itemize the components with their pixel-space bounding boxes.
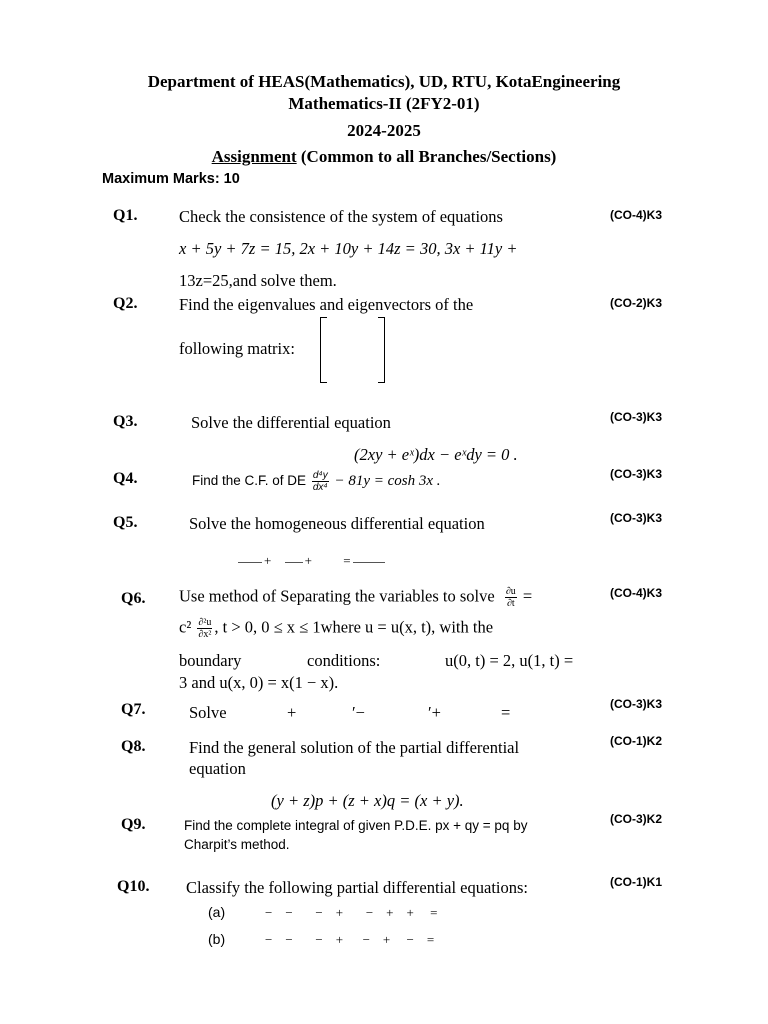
q5-co: (CO-3)K3 xyxy=(610,511,663,525)
assignment-word: Assignment xyxy=(211,147,297,166)
q4-frac-num: d⁴y xyxy=(312,470,328,481)
q6-frac1-den: ∂t xyxy=(506,598,515,609)
q10-a-equation: − − − + − + + = xyxy=(265,905,438,920)
q7-equals: = xyxy=(501,703,511,722)
q6-frac1-num: ∂u xyxy=(505,586,516,597)
q6-c2: c² xyxy=(179,617,192,637)
q3-number: Q3. xyxy=(113,413,138,430)
q9-text-line1: Find the complete integral of given P.D.E. px + qy = pq by xyxy=(184,818,528,833)
q1-number: Q1. xyxy=(113,207,138,224)
q8-text-line1: Find the general solution of the partial differential xyxy=(189,738,520,757)
q3-text-line1: Solve the differential equation xyxy=(191,413,391,432)
q6-equals: = xyxy=(522,586,533,606)
q9-number: Q9. xyxy=(121,816,146,833)
q9-co: (CO-3)K2 xyxy=(610,812,663,826)
q6-line3-c: u(0, t) = 2, u(1, t) = xyxy=(445,651,574,670)
q6-line1 xyxy=(179,586,532,609)
q6-number: Q6. xyxy=(121,590,146,607)
q6-line3-b: conditions: xyxy=(307,651,381,670)
q1-text-line1: Check the consistence of the system of equations xyxy=(179,207,503,226)
q6-frac1 xyxy=(505,586,517,609)
q5-plus-1: + xyxy=(264,553,272,568)
header-line1: Department of HEAS(Mathematics), UD, RTU, KotaEngineering xyxy=(147,72,621,91)
q7-co: (CO-3)K3 xyxy=(610,697,663,711)
q10-a-label: (a) xyxy=(208,904,226,920)
q6-line3-a: boundary xyxy=(179,651,242,670)
q4-frac-den: dx⁴ xyxy=(312,482,328,493)
matrix-right-bracket xyxy=(378,317,385,383)
q6-frac2-den: ∂x² xyxy=(198,629,212,640)
q7-prime-minus: ′− xyxy=(352,703,365,722)
q4-pre: Find the C.F. of DE xyxy=(192,473,307,489)
q5-blank-3 xyxy=(353,562,385,563)
q5-equals: = xyxy=(343,553,351,568)
q7-number: Q7. xyxy=(121,701,146,718)
q2-number: Q2. xyxy=(113,295,138,312)
q8-co: (CO-1)K2 xyxy=(610,734,663,748)
q6-frac2-num: ∂²u xyxy=(198,617,212,628)
q6-line2 xyxy=(179,617,493,640)
q5-number: Q5. xyxy=(113,514,138,531)
q4-post: − 81y = cosh 3x . xyxy=(334,473,441,490)
q7-plus: + xyxy=(287,703,297,722)
q3-equation: (2xy + eˣ)dx − eˣdy = 0 . xyxy=(354,445,518,464)
q8-text-line2: equation xyxy=(189,759,246,778)
q4-fraction xyxy=(312,470,329,493)
q1-co: (CO-4)K3 xyxy=(610,208,663,222)
q5-blank-1 xyxy=(238,562,262,563)
assignment-subtitle: (Common to all Branches/Sections) xyxy=(296,147,557,166)
q2-text-line1: Find the eigenvalues and eigenvectors of the xyxy=(179,295,474,314)
max-marks: Maximum Marks: 10 xyxy=(102,171,240,187)
q5-equation xyxy=(236,553,387,569)
q4-text xyxy=(192,470,441,493)
q7-prime-plus: ′+ xyxy=(428,703,441,722)
q2-co: (CO-2)K3 xyxy=(610,296,663,310)
q8-number: Q8. xyxy=(121,738,146,755)
q5-text-line1: Solve the homogeneous differential equation xyxy=(189,514,485,533)
q6-line4: 3 and u(x, 0) = x(1 − x). xyxy=(179,673,339,692)
matrix-left-bracket xyxy=(320,317,327,383)
q8-equation: (y + z)p + (z + x)q = (x + y). xyxy=(271,791,464,810)
q6-line2-rest: , t > 0, 0 ≤ x ≤ 1where u = u(x, t), with the xyxy=(214,617,494,637)
header-line2: Mathematics-II (2FY2-01) xyxy=(288,94,480,113)
q6-frac2 xyxy=(197,617,212,640)
q10-text-line1: Classify the following partial differential equations: xyxy=(186,878,528,897)
q10-co: (CO-1)K1 xyxy=(610,875,663,889)
q4-number: Q4. xyxy=(113,470,138,487)
q5-blank-2 xyxy=(285,562,303,563)
q4-co: (CO-3)K3 xyxy=(610,467,663,481)
q6-text-line1: Use method of Separating the variables to solve xyxy=(179,586,495,606)
q3-co: (CO-3)K3 xyxy=(610,410,663,424)
q6-co: (CO-4)K3 xyxy=(610,586,663,600)
q5-plus-2: + xyxy=(304,553,312,568)
header-year: 2024-2025 xyxy=(347,121,421,140)
q10-b-equation: − − − + − + − = xyxy=(265,932,435,947)
q2-text-line2: following matrix: xyxy=(179,339,295,358)
q1-text-line2: x + 5y + 7z = 15, 2x + 10y + 14z = 30, 3x + 11y + xyxy=(179,239,518,258)
q10-number: Q10. xyxy=(117,878,150,895)
assignment-title xyxy=(0,147,768,167)
q7-solve: Solve xyxy=(189,703,227,722)
q10-b-label: (b) xyxy=(208,931,226,947)
q9-text-line2: Charpit’s method. xyxy=(184,837,290,852)
q1-text-line3: 13z=25,and solve them. xyxy=(179,271,337,290)
